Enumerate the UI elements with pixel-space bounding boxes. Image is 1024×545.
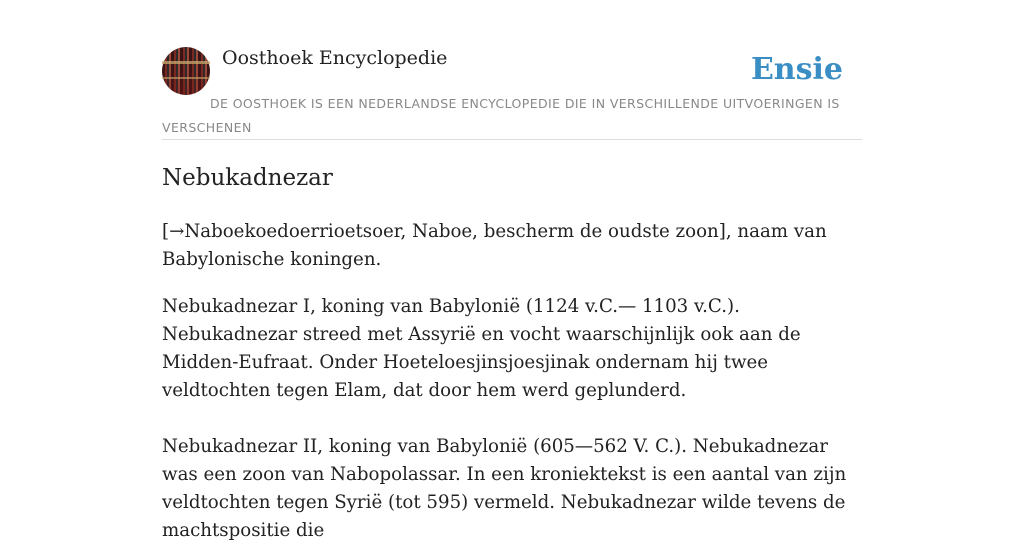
article-paragraph: Nebukadnezar II, koning van Babylonië (605—562 V. C.). Nebukadnezar was een zoon van Nabopolassar. In een kroniektekst is een aantal van zijn veldtochten tegen Syrië (tot 595) vermeld. Nebukadnezar wilde tevens de machtspositie die bbox=[162, 436, 847, 541]
site-avatar[interactable] bbox=[162, 47, 210, 95]
article bbox=[162, 162, 862, 545]
article-paragraph: Nebukadnezar I, koning van Babylonië (1124 v.C.— 1103 v.C.). Nebukadnezar streed met Assyrië en vocht waarschijnlijk ook aan de Midden-Eufraat. Onder Hoeteloesjinsjoesjinak ondernam hij twee veldtochten tegen Elam, dat door hem werd geplunderd. bbox=[162, 296, 801, 401]
article-paragraph: [→Naboekoedoerrioetsoer, Naboe, bescherm de oudste zoon], naam van Babylonische koningen. bbox=[162, 221, 827, 270]
brand-logo-link[interactable]: Ensie bbox=[750, 52, 843, 87]
article-title: Nebukadnezar bbox=[162, 165, 333, 191]
avatar-band-decoration bbox=[162, 77, 210, 79]
site-title-link[interactable]: Oosthoek Encyclopedie bbox=[222, 47, 448, 69]
site-header bbox=[162, 46, 862, 140]
avatar-band-decoration bbox=[162, 61, 210, 64]
site-tagline: DE OOSTHOEK IS EEN NEDERLANDSE ENCYCLOPEDIE DIE IN VERSCHILLENDE UITVOERINGEN IS VERSCHENEN bbox=[162, 96, 840, 135]
